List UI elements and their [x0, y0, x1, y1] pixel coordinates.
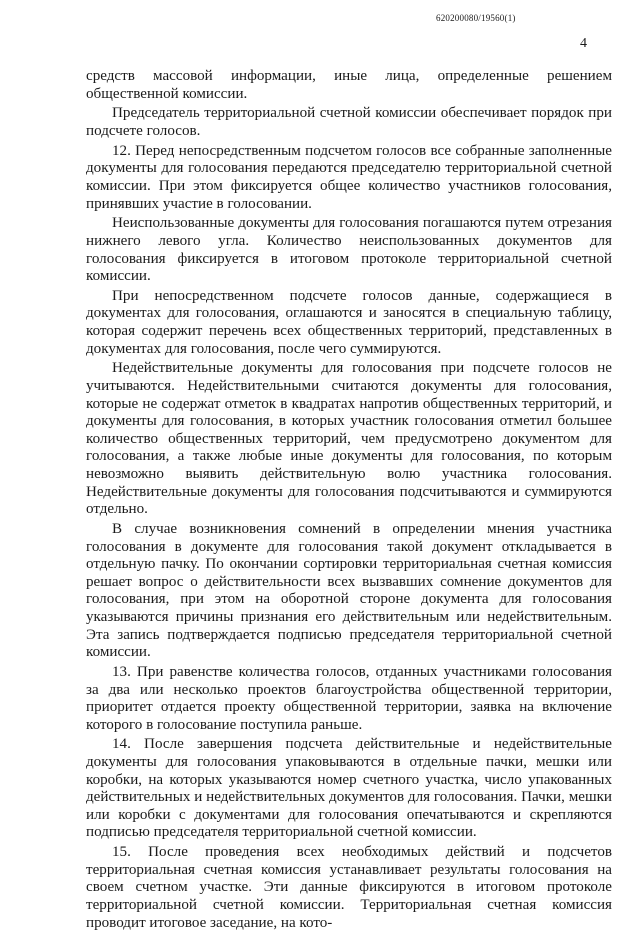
paragraph-item-13: 13. При равенстве количества голосов, отданных участниками голосования за два или несколько проектов благоустройства общественной территории, приоритет отдается проекту общественной территории, заявка на включение которого в голосование поступила раньше. — [86, 663, 612, 733]
paragraph-item-12: 12. Перед непосредственным подсчетом голосов все собранные заполненные документы для голосования передаются председателю территориальной счетной комиссии. При этом фиксируется общее количество участников голосования, принявших участие в голосовании. — [86, 142, 612, 212]
paragraph: Недействительные документы для голосования при подсчете голосов не учитываются. Недействительными считаются документы для голосования, которые не содержат отметок в квадратах напротив общественных территорий, и документы для голосования, в которых участник голосования отметил большее количество общественных территорий, чем предусмотрено документом для голосования, а также любые иные документы для голосования, по которым невозможно выявить действительную волю участника голосования. Недействительные документы для голосования подсчитываются и суммируются отдельно. — [86, 360, 612, 518]
paragraph-item-14: 14. После завершения подсчета действительные и недействительные документы для голосования упаковываются в отдельные пачки, мешки или коробки, на которых указываются номер счетного участка, число упакованных действительных и недействительных документов для голосования. Пачки, мешки или коробки с документами для голосования опечатываются и скрепляются подписью председателя территориальной счетной комиссии. — [86, 736, 612, 841]
paragraph-continuation: средств массовой информации, иные лица, определенные решением общественной комиссии. — [86, 68, 612, 102]
paragraph-item-15: 15. После проведения всех необходимых действий и подсчетов территориальная счетная комиссия устанавливает результаты голосования на своем счетном участке. Эти данные фиксируются в итоговом протоколе территориальной счетной комиссии. Территориальная счетная комиссия проводит итоговое заседание, на кото- — [86, 844, 612, 931]
page-number: 4 — [580, 36, 587, 51]
paragraph: В случае возникновения сомнений в определении мнения участника голосования в документе для голосования такой документ откладывается в отдельную пачку. По окончании сортировки территориальная счетная комиссия решает вопрос о действительности всех вызвавших сомнение документов для голосования, при этом на оборотной стороне документа для голосования указываются причины признания его действительным или недействительным. Эта запись подтверждается подписью председателя территориальной счетной комиссии. — [86, 520, 612, 661]
document-body — [86, 68, 612, 934]
paragraph: Председатель территориальной счетной комиссии обеспечивает порядок при подсчете голосов. — [86, 105, 612, 139]
paragraph: Неиспользованные документы для голосования погашаются путем отрезания нижнего левого угла. Количество неиспользованных документов для голосования фиксируется в итоговом протоколе территориальной счетной комиссии. — [86, 215, 612, 285]
paragraph: При непосредственном подсчете голосов данные, содержащиеся в документах для голосования, оглашаются и заносятся в специальную таблицу, которая содержит перечень всех общественных территорий, представленных в документах для голосования, после чего суммируются. — [86, 287, 612, 357]
document-id: 620200080/19560(1) — [436, 13, 516, 23]
